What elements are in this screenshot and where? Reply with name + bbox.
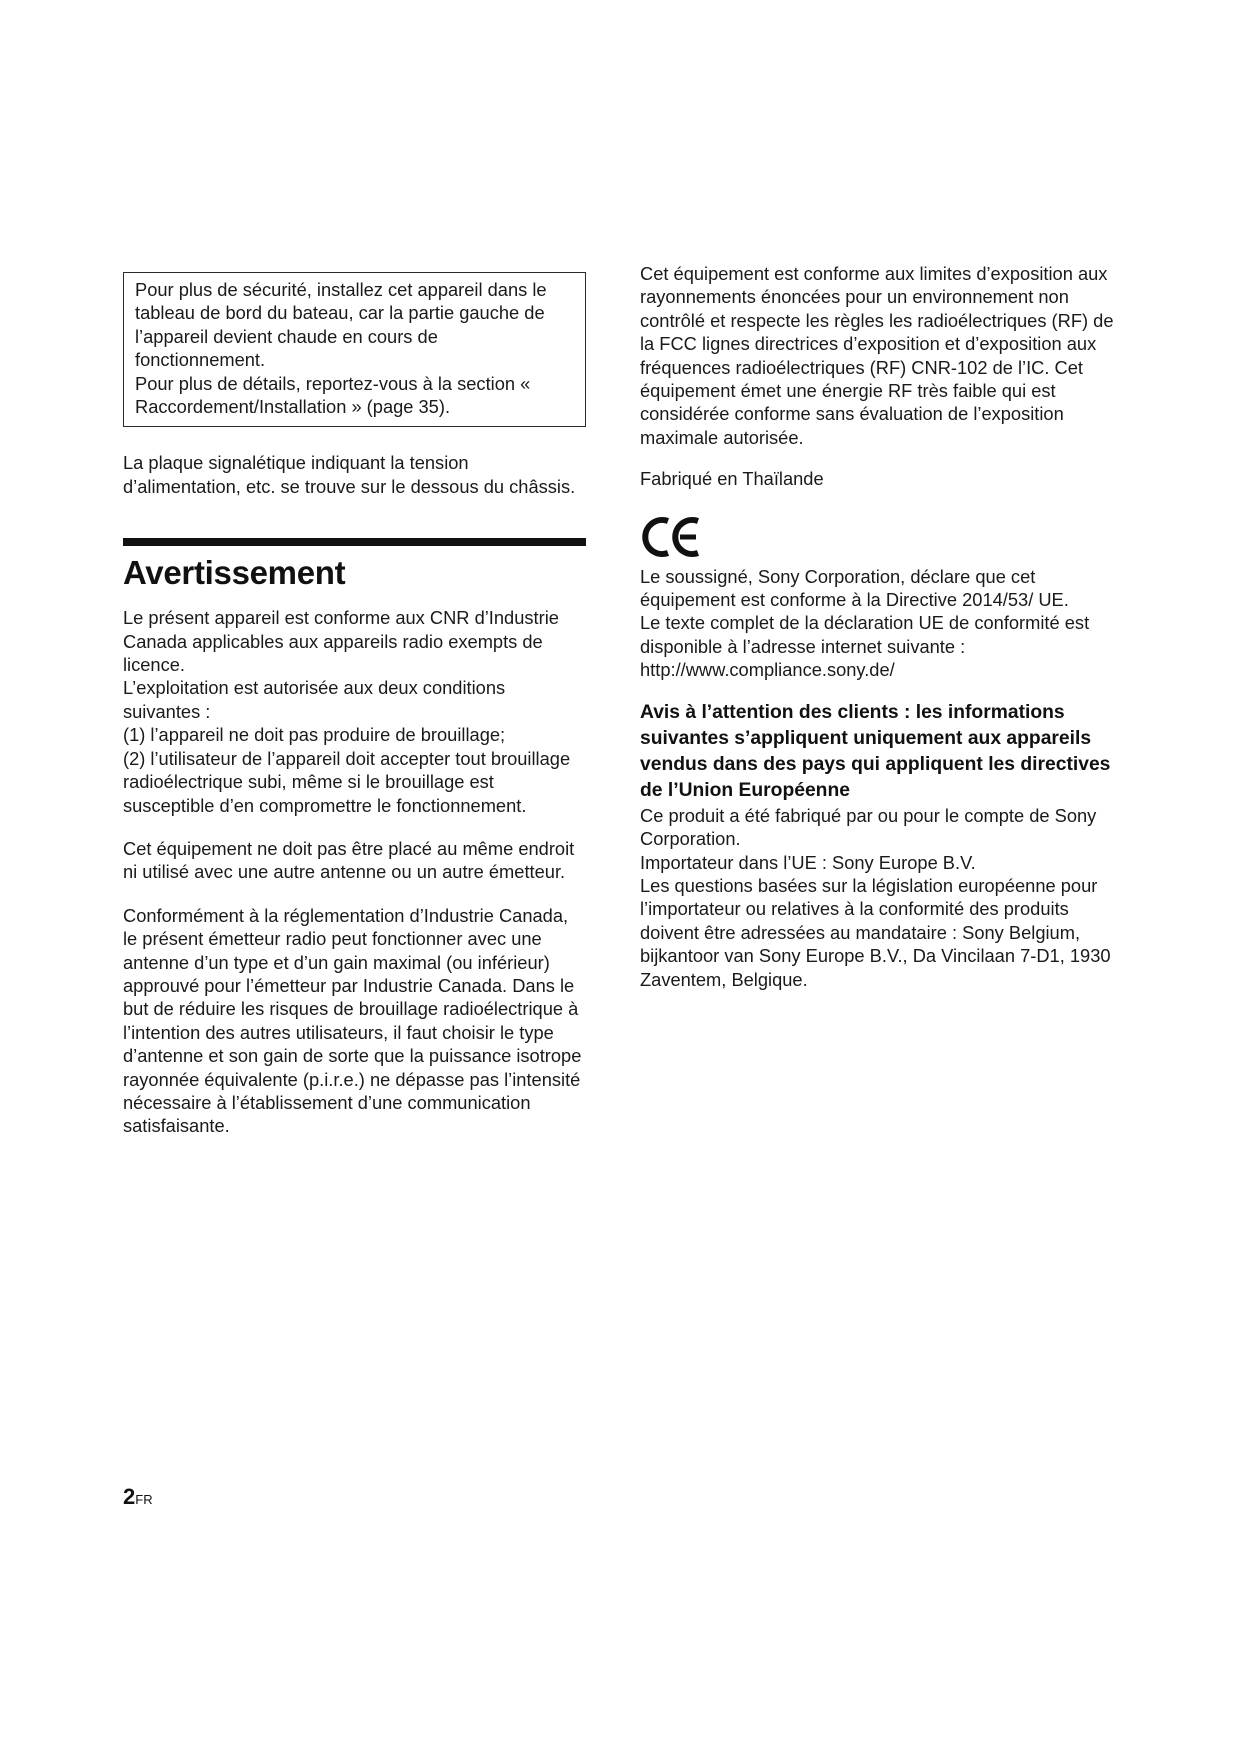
installation-reference: Pour plus de détails, reportez-vous à la section « Raccordement/Installation » (page 35). [135, 372, 531, 418]
antenna-regulation: Conformément à la réglementation d’Industrie Canada, le présent émetteur radio peut fonctionner avec une antenne d’un type et d’un gain maximal (ou inférieur) approuvé pour l’émetteur par Industrie Canada. Dans le but de réduire les risques de brouillage radioélectrique à l’intention des autres utilisateurs, il faut choisir le type d’antenne et son gain de sorte que la puissance isotrope rayonnée équivalente (p.i.r.e.) ne dépasse pas l’intensité nécessaire à l’établissement d’une communication satisfaisante. [123, 904, 582, 1137]
ic-conditions-intro: L’exploitation est autorisée aux deux conditions suivantes : [123, 677, 506, 722]
declaration-text: Le soussigné, Sony Corporation, déclare que cet équipement est conforme à la Directive 2014/53/ UE. [640, 565, 1069, 611]
page-footer [123, 1484, 153, 1510]
warning-section [123, 538, 586, 1138]
ic-condition-2: (2) l’utilisateur de l’appareil doit accepter tout brouillage radioélectrique subi, même si le brouillage est susceptible d’en compromettre le fonctionnement. [123, 747, 571, 816]
eu-notice-heading: Avis à l’attention des clients : les informations suivantes s’appliquent uniquement aux appareils vendus dans des pays qui appliquent les directives de l’Union Européenne [640, 701, 1111, 801]
ic-condition-1: (1) l’appareil ne doit pas produire de brouillage; [123, 724, 506, 746]
colocation-warning: Cet équipement ne doit pas être placé au même endroit ni utilisé avec une autre antenne ou un autre émetteur. [123, 837, 575, 883]
rating-plate-note: La plaque signalétique indiquant la tension d’alimentation, etc. se trouve sur le dessous du châssis. [123, 452, 576, 497]
right-column [640, 262, 1115, 991]
eu-manufacturer-text: Ce produit a été fabriqué par ou pour le compte de Sony Corporation. [640, 804, 1097, 850]
eu-representative-text: Les questions basées sur la législation européenne pour l’importateur ou relatives à la conformité des produits doivent être adressées au mandataire : Sony Belgium, bijkantoor van Sony Europe B.V., Da Vincilaan 7-D1, 1930 Zaventem, Belgique. [640, 874, 1111, 990]
declaration-availability: Le texte complet de la déclaration UE de conformité est disponible à l’adresse internet suivante : [640, 612, 1090, 657]
made-in-text: Fabriqué en Thaïlande [640, 468, 824, 490]
page-number: 2 [123, 1484, 136, 1509]
safety-notice-text: Pour plus de sécurité, installez cet appareil dans le tableau de bord du bateau, car la partie gauche de l’appareil devient chaude en cours de fonctionnement. [135, 279, 547, 371]
safety-notice-box [123, 272, 586, 427]
eu-importer-text: Importateur dans l’UE : Sony Europe B.V. [640, 851, 976, 873]
ic-compliance-text: Le présent appareil est conforme aux CNR d’Industrie Canada applicables aux appareils radio exempts de licence. [123, 607, 559, 676]
compliance-url: http://www.compliance.sony.de/ [640, 659, 895, 681]
language-code: FR [135, 1492, 153, 1507]
rf-exposure-text: Cet équipement est conforme aux limites d’exposition aux rayonnements énoncées pour un environnement non contrôlé et respecte les règles les radioélectriques (RF) de la FCC lignes directrices d’exposition et d’exposition aux fréquences radioélectriques (RF) CNR-102 de l’IC. Cet équipement émet une énergie RF très faible qui est considérée conforme sans évaluation de l’exposition maximale autorisée. [640, 263, 1114, 448]
ce-mark-icon [642, 515, 704, 559]
section-rule [123, 538, 586, 546]
warning-title: Avertissement [123, 554, 346, 592]
left-column [123, 272, 586, 1138]
